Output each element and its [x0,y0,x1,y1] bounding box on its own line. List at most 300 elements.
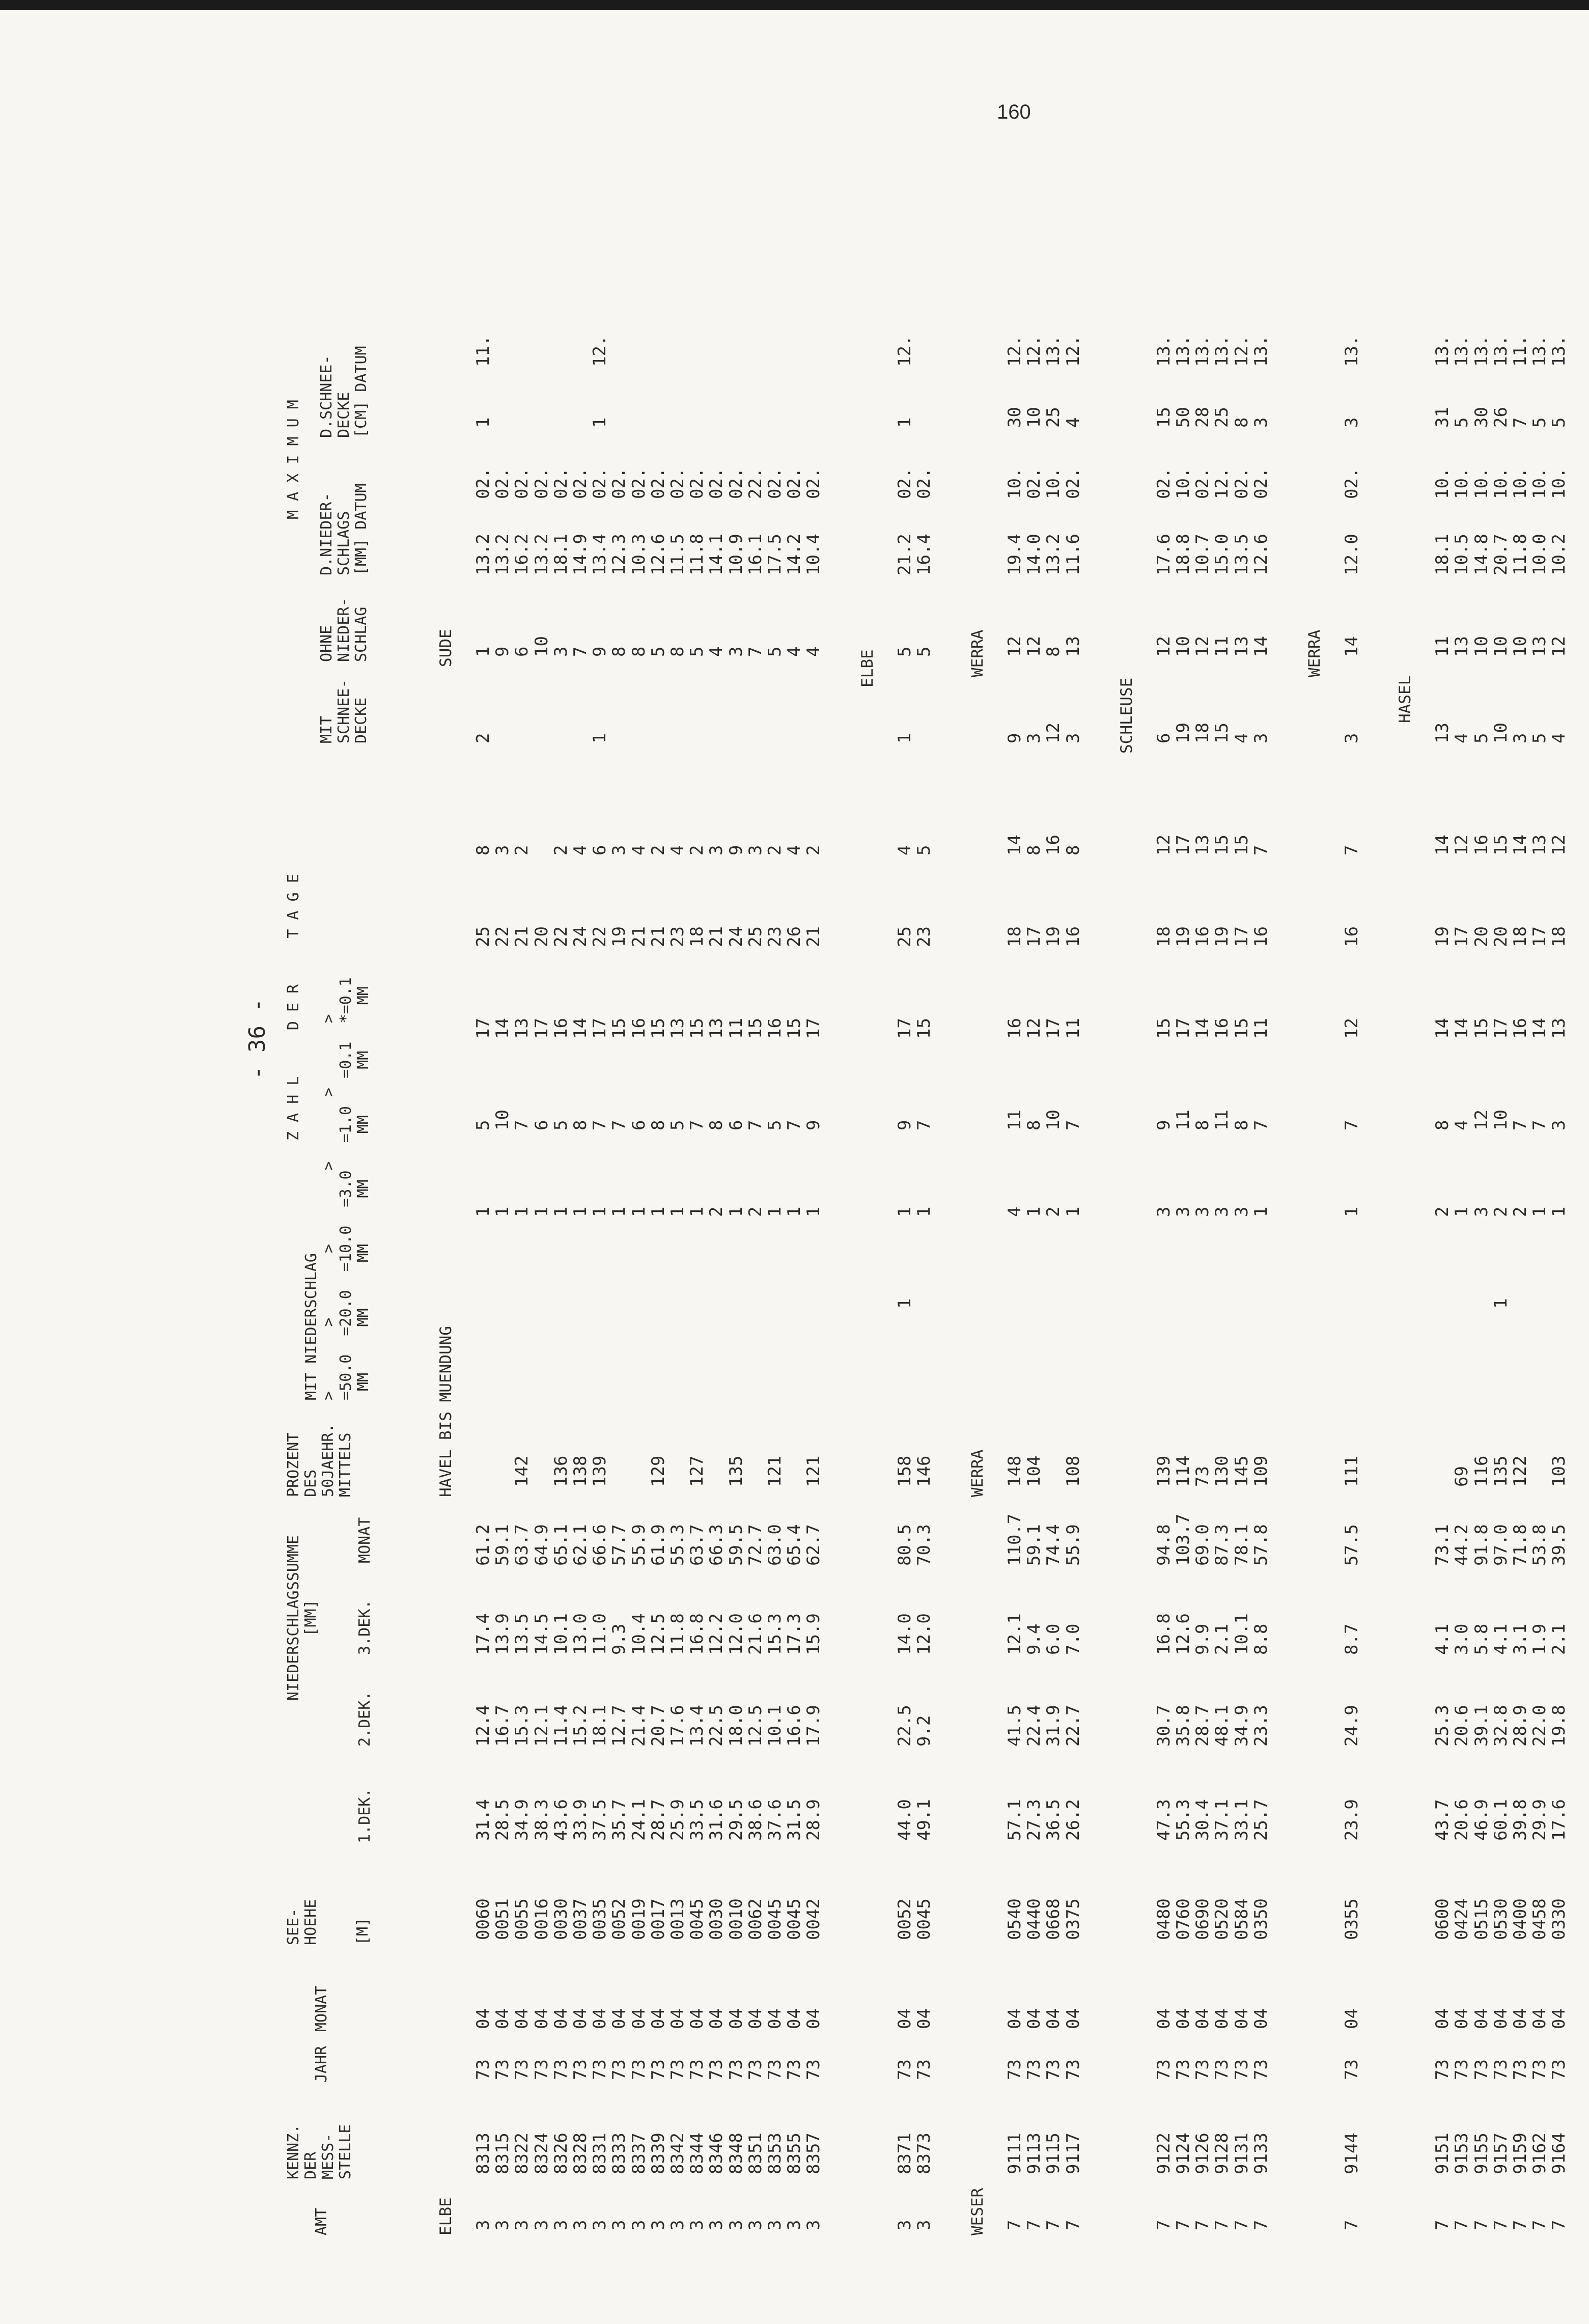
cell-jahr: 73 [1005,2059,1025,2080]
cell-mxs: 50 [1173,407,1193,428]
cell-mon: 04 [1043,2008,1064,2029]
cell-d3: 10.1 [550,1613,571,1655]
cell-n01: 25 [894,926,915,947]
cell-n10: 1 [803,1206,824,1217]
cell-n3: 9 [894,1120,915,1130]
cell-d2: 12.4 [473,1705,493,1747]
cell-m: 65.1 [550,1524,571,1566]
cell-d1: 23.9 [1342,1799,1362,1841]
cell-hoehe: 0045 [913,1898,934,1940]
cell-sd: 3 [1342,733,1362,743]
cell-d2: 28.9 [1510,1705,1530,1747]
cell-sd: 18 [1192,723,1213,743]
region-label: WESER [968,2188,987,2235]
cell-d1: 47.3 [1153,1799,1174,1841]
cell-d2: 39.1 [1471,1705,1492,1747]
cell-d3: 5.8 [1471,1623,1492,1655]
cell-mxn: 14.1 [706,534,727,575]
hdr-prozent: PROZENT DES 50JAEHR. MITTELS [285,1423,354,1497]
cell-mxsd: 13. [1342,335,1362,367]
cell-n1: 15 [1153,1018,1174,1039]
cell-sd: 19 [1173,723,1193,743]
cell-mxsd: 12. [1231,335,1252,367]
cell-kennz: 8346 [706,2133,727,2174]
cell-m: 53.8 [1529,1524,1550,1566]
cell-n1: 15 [687,1018,708,1039]
cell-mon: 04 [913,2008,934,2029]
cell-n3: 7 [784,1120,805,1130]
cell-m: 62.1 [570,1524,591,1566]
cell-n01: 16 [1342,926,1362,947]
cell-n10: 1 [473,1206,493,1217]
cell-n1: 16 [550,1018,571,1039]
cell-mxnd: 02. [570,467,591,499]
cell-n3: 7 [1250,1120,1271,1130]
cell-d2: 17.6 [667,1705,688,1747]
cell-mxnd: 02. [1342,467,1362,499]
cell-mon: 04 [1510,2008,1530,2029]
cell-n01: 23 [765,926,785,947]
cell-n01: 18 [1005,926,1025,947]
cell-amt: 7 [1250,2220,1271,2230]
cell-hoehe: 0035 [590,1898,610,1940]
cell-d3: 7.0 [1063,1623,1083,1655]
cell-on: 8 [609,646,630,657]
cell-jahr: 73 [1432,2059,1453,2080]
cell-d2: 23.3 [1250,1705,1271,1747]
cell-d1: 46.9 [1471,1799,1492,1841]
cell-mxs: 1 [590,417,610,428]
cell-sd: 6 [1153,733,1174,743]
cell-m: 44.2 [1452,1524,1472,1566]
cell-n10: 1 [726,1206,746,1217]
cell-amt: 7 [1024,2220,1045,2230]
cell-n1: 14 [570,1018,591,1039]
cell-n01: 24 [726,926,746,947]
cell-nt: 4 [784,845,805,855]
river-label: SCHLEUSE [1117,677,1136,754]
cell-nt: 14 [1432,835,1453,855]
cell-mxsd: 13. [1153,335,1174,367]
cell-mxnd: 10. [1173,467,1193,499]
cell-mxnd: 02. [765,467,785,499]
cell-nt: 9 [726,845,746,855]
cell-m: 91.8 [1471,1524,1492,1566]
cell-m: 57.7 [609,1524,630,1566]
cell-p: 116 [1471,1455,1492,1487]
cell-mxn: 10.3 [628,534,649,575]
cell-mxn: 13.2 [492,534,513,575]
cell-mxsd: 13. [1173,335,1193,367]
cell-n10: 3 [1212,1206,1233,1217]
cell-amt: 3 [784,2220,805,2230]
cell-d3: 17.4 [473,1613,493,1655]
cell-d2: 22.0 [1529,1705,1550,1747]
cell-n10: 2 [706,1206,727,1217]
cell-d1: 29.9 [1529,1799,1550,1841]
cell-mon: 04 [706,2008,727,2029]
cell-kennz: 8337 [628,2133,649,2174]
cell-n10: 1 [784,1206,805,1217]
cell-nt: 4 [667,845,688,855]
cell-d2: 21.4 [628,1705,649,1747]
cell-d3: 1.9 [1529,1623,1550,1655]
cell-amt: 7 [1043,2220,1064,2230]
cell-kennz: 8355 [784,2133,805,2174]
cell-mon: 04 [1063,2008,1083,2029]
cell-hoehe: 0051 [492,1898,513,1940]
cell-d2: 15.2 [570,1705,591,1747]
hdr-ohne-niederschlag: OHNE NIEDER- SCHLAG [318,597,370,662]
cell-amt: 7 [1529,2220,1550,2230]
cell-n01: 19 [1173,926,1193,947]
cell-n01: 25 [745,926,766,947]
cell-sd: 3 [1250,733,1271,743]
cell-mxnd: 02. [1192,467,1213,499]
cell-n01: 18 [1549,926,1570,947]
cell-nt: 2 [648,845,668,855]
cell-nt: 7 [1342,845,1362,855]
cell-amt: 3 [687,2220,708,2230]
cell-p: 69 [1452,1466,1472,1487]
cell-mxnd: 10. [1510,467,1530,499]
cell-n10: 3 [1173,1206,1193,1217]
cell-nt: 13 [1529,835,1550,855]
cell-n10: 1 [765,1206,785,1217]
cell-kennz: 9144 [1342,2133,1362,2174]
cell-m: 66.3 [706,1524,727,1566]
cell-nt: 12 [1153,835,1174,855]
cell-hoehe: 0515 [1471,1898,1492,1940]
cell-on: 6 [512,646,533,657]
cell-nt: 17 [1173,835,1193,855]
cell-on: 8 [667,646,688,657]
region-label: ELBE [437,2197,455,2235]
cell-amt: 3 [765,2220,785,2230]
cell-nt: 2 [512,845,533,855]
cell-d3: 6.0 [1043,1623,1064,1655]
cell-n01: 17 [1024,926,1045,947]
cell-n1: 15 [648,1018,668,1039]
cell-n3: 6 [531,1120,552,1130]
cell-n10: 4 [1005,1206,1025,1217]
cell-n3: 7 [590,1120,610,1130]
cell-hoehe: 0668 [1043,1898,1064,1940]
cell-mxsd: 13. [1212,335,1233,367]
cell-n01: 19 [1432,926,1453,947]
cell-mxn: 13.2 [1043,534,1064,575]
cell-mxs: 3 [1250,417,1271,428]
cell-n1: 16 [1005,1018,1025,1039]
cell-d1: 28.9 [803,1799,824,1841]
cell-mxnd: 10. [1471,467,1492,499]
cell-amt: 3 [473,2220,493,2230]
cell-hoehe: 0530 [1490,1898,1511,1940]
cell-kennz: 9157 [1490,2133,1511,2174]
cell-d1: 29.5 [726,1799,746,1841]
cell-d1: 38.3 [531,1799,552,1841]
cell-mxn: 13.2 [473,534,493,575]
cell-p: 129 [648,1455,668,1487]
cell-d3: 15.3 [765,1613,785,1655]
cell-d1: 37.1 [1212,1799,1233,1841]
cell-mxnd: 02. [894,467,915,499]
cell-d3: 16.8 [1153,1613,1174,1655]
cell-kennz: 8348 [726,2133,746,2174]
cell-hoehe: 0042 [803,1898,824,1940]
cell-amt: 3 [745,2220,766,2230]
cell-mxn: 16.1 [745,534,766,575]
cell-amt: 7 [1490,2220,1511,2230]
cell-n1: 15 [745,1018,766,1039]
cell-kennz: 9153 [1452,2133,1472,2174]
cell-n3: 5 [667,1120,688,1130]
cell-nt: 15 [1231,835,1252,855]
river-label: SUDE [437,629,455,667]
cell-mxn: 19.4 [1005,534,1025,575]
cell-m: 73.1 [1432,1524,1453,1566]
cell-jahr: 73 [1043,2059,1064,2080]
cell-jahr: 73 [550,2059,571,2080]
cell-on: 5 [913,646,934,657]
cell-n3: 7 [1510,1120,1530,1130]
cell-n10: 1 [550,1206,571,1217]
cell-m: 80.5 [894,1524,915,1566]
cell-m: 64.9 [531,1524,552,1566]
cell-mxsd: 12. [590,335,610,367]
cell-d2: 31.9 [1043,1705,1064,1747]
cell-n01: 22 [550,926,571,947]
cell-n01: 24 [570,926,591,947]
cell-sd: 5 [1529,733,1550,743]
cell-d3: 9.3 [609,1623,630,1655]
cell-mxsd: 12. [1024,335,1045,367]
cell-mxnd: 02. [1063,467,1083,499]
cell-n1: 17 [1490,1018,1511,1039]
cell-amt: 3 [667,2220,688,2230]
cell-n1: 12 [1342,1018,1362,1039]
cell-m: 78.1 [1231,1524,1252,1566]
cell-hoehe: 0052 [894,1898,915,1940]
cell-amt: 3 [492,2220,513,2230]
cell-d1: 33.9 [570,1799,591,1841]
cell-jahr: 73 [1490,2059,1511,2080]
cell-hoehe: 0600 [1432,1898,1453,1940]
cell-n01: 16 [1063,926,1083,947]
cell-on: 11 [1212,636,1233,657]
cell-mxn: 18.1 [550,534,571,575]
cell-jahr: 73 [1173,2059,1193,2080]
cell-n10: 2 [1432,1206,1453,1217]
cell-hoehe: 0458 [1529,1898,1550,1940]
cell-n3: 8 [1192,1120,1213,1130]
cell-nt: 4 [570,845,591,855]
cell-mxn: 14.0 [1024,534,1045,575]
cell-n1: 17 [531,1018,552,1039]
cell-sd: 4 [1549,733,1570,743]
cell-n1: 13 [512,1018,533,1039]
cell-d3: 12.2 [706,1613,727,1655]
cell-p: 139 [1153,1455,1174,1487]
cell-mon: 04 [745,2008,766,2029]
cell-mxsd: 13. [1043,335,1064,367]
cell-n1: 14 [492,1018,513,1039]
cell-n01: 21 [648,926,668,947]
cell-n3: 8 [648,1120,668,1130]
cell-p: 138 [570,1455,591,1487]
cell-p: 158 [894,1455,915,1487]
cell-n01: 20 [531,926,552,947]
cell-m: 39.5 [1549,1524,1570,1566]
cell-kennz: 8371 [894,2133,915,2174]
cell-n1: 17 [803,1018,824,1039]
cell-amt: 3 [706,2220,727,2230]
cell-amt: 3 [531,2220,552,2230]
cell-n01: 23 [667,926,688,947]
cell-mxsd: 13. [1529,335,1550,367]
cell-kennz: 8373 [913,2133,934,2174]
cell-d2: 12.1 [531,1705,552,1747]
cell-jahr: 73 [609,2059,630,2080]
cell-on: 11 [1432,636,1453,657]
cell-n01: 19 [1043,926,1064,947]
cell-mxsd: 12. [1005,335,1025,367]
cell-d1: 30.4 [1192,1799,1213,1841]
cell-mxnd: 02. [609,467,630,499]
cell-hoehe: 0016 [531,1898,552,1940]
cell-n1: 11 [726,1018,746,1039]
cell-n3: 10 [1490,1110,1511,1130]
cell-d3: 12.0 [726,1613,746,1655]
cell-n01: 23 [913,926,934,947]
cell-n3: 11 [1212,1110,1233,1130]
cell-jahr: 73 [492,2059,513,2080]
cell-jahr: 73 [648,2059,668,2080]
cell-mxn: 16.2 [512,534,533,575]
cell-n10: 1 [590,1206,610,1217]
cell-jahr: 73 [512,2059,533,2080]
cell-n10: 1 [512,1206,533,1217]
hdr-jahr: JAHR [313,2045,330,2083]
cell-on: 5 [648,646,668,657]
cell-hoehe: 0052 [609,1898,630,1940]
cell-mxs: 1 [473,417,493,428]
cell-d1: 33.5 [687,1799,708,1841]
cell-n01: 21 [803,926,824,947]
cell-mxnd: 02. [687,467,708,499]
cell-sd: 5 [1471,733,1492,743]
cell-d3: 2.1 [1549,1623,1570,1655]
cell-m: 61.9 [648,1524,668,1566]
cell-n10: 3 [1192,1206,1213,1217]
cell-d1: 37.6 [765,1799,785,1841]
hdr-dek3: 3.DEK. [356,1599,374,1655]
cell-kennz: 8333 [609,2133,630,2174]
cell-hoehe: 0330 [1549,1898,1570,1940]
cell-d1: 26.2 [1063,1799,1083,1841]
cell-hoehe: 0355 [1342,1898,1362,1940]
cell-mxs: 26 [1490,407,1511,428]
cell-n10: 1 [609,1206,630,1217]
cell-n10: 1 [687,1206,708,1217]
cell-on: 13 [1452,636,1472,657]
cell-jahr: 73 [1452,2059,1472,2080]
cell-d1: 35.7 [609,1799,630,1841]
cell-amt: 7 [1005,2220,1025,2230]
cell-nt: 3 [609,845,630,855]
cell-d1: 60.1 [1490,1799,1511,1841]
cell-jahr: 73 [745,2059,766,2080]
cell-kennz: 9122 [1153,2133,1174,2174]
cell-mxn: 17.6 [1153,534,1174,575]
cell-mon: 04 [512,2008,533,2029]
cell-mon: 04 [1529,2008,1550,2029]
cell-n10: 1 [913,1206,934,1217]
cell-kennz: 9115 [1043,2133,1064,2174]
cell-n01: 18 [687,926,708,947]
cell-mxsd: 11. [473,335,493,367]
cell-on: 10 [1173,636,1193,657]
cell-jahr: 73 [1549,2059,1570,2080]
cell-mxn: 14.2 [784,534,805,575]
cell-d3: 2.1 [1212,1623,1233,1655]
cell-n3: 5 [550,1120,571,1130]
cell-mxnd: 10. [1452,467,1472,499]
cell-n3: 7 [609,1120,630,1130]
cell-n1: 12 [1024,1018,1045,1039]
cell-d3: 9.4 [1024,1623,1045,1655]
cell-n01: 26 [784,926,805,947]
cell-n1: 15 [609,1018,630,1039]
cell-n3: 7 [687,1120,708,1130]
cell-n1: 17 [1043,1018,1064,1039]
cell-kennz: 9128 [1212,2133,1233,2174]
cell-sd: 13 [1432,723,1453,743]
cell-mxn: 21.2 [894,534,915,575]
cell-kennz: 9133 [1250,2133,1271,2174]
cell-mxnd: 02. [590,467,610,499]
cell-n10: 1 [1342,1206,1362,1217]
cell-mon: 04 [803,2008,824,2029]
cell-n10: 3 [1153,1206,1174,1217]
cell-n3: 8 [1024,1120,1045,1130]
cell-on: 14 [1250,636,1271,657]
cell-p: 73 [1192,1466,1213,1487]
hdr-dek1: 1.DEK. [356,1788,374,1843]
cell-on: 7 [745,646,766,657]
cell-p: 114 [1173,1455,1193,1487]
cell-n3: 6 [726,1120,746,1130]
cell-mxn: 11.6 [1063,534,1083,575]
cell-d2: 22.5 [894,1705,915,1747]
cell-mxn: 10.2 [1549,534,1570,575]
cell-kennz: 8344 [687,2133,708,2174]
cell-d2: 22.4 [1024,1705,1045,1747]
cell-n1: 14 [1192,1018,1213,1039]
cell-mxn: 12.0 [1342,534,1362,575]
cell-d3: 12.0 [913,1613,934,1655]
cell-n3: 5 [765,1120,785,1130]
cell-d2: 34.9 [1231,1705,1252,1747]
cell-hoehe: 0350 [1250,1898,1271,1940]
cell-n1: 16 [765,1018,785,1039]
subregion-label: HAVEL BIS MUENDUNG [437,1326,455,1497]
cell-mxn: 15.0 [1212,534,1233,575]
cell-d2: 19.8 [1549,1705,1570,1747]
cell-mon: 04 [1005,2008,1025,2029]
cell-hoehe: 0019 [628,1898,649,1940]
cell-m: 61.2 [473,1524,493,1566]
